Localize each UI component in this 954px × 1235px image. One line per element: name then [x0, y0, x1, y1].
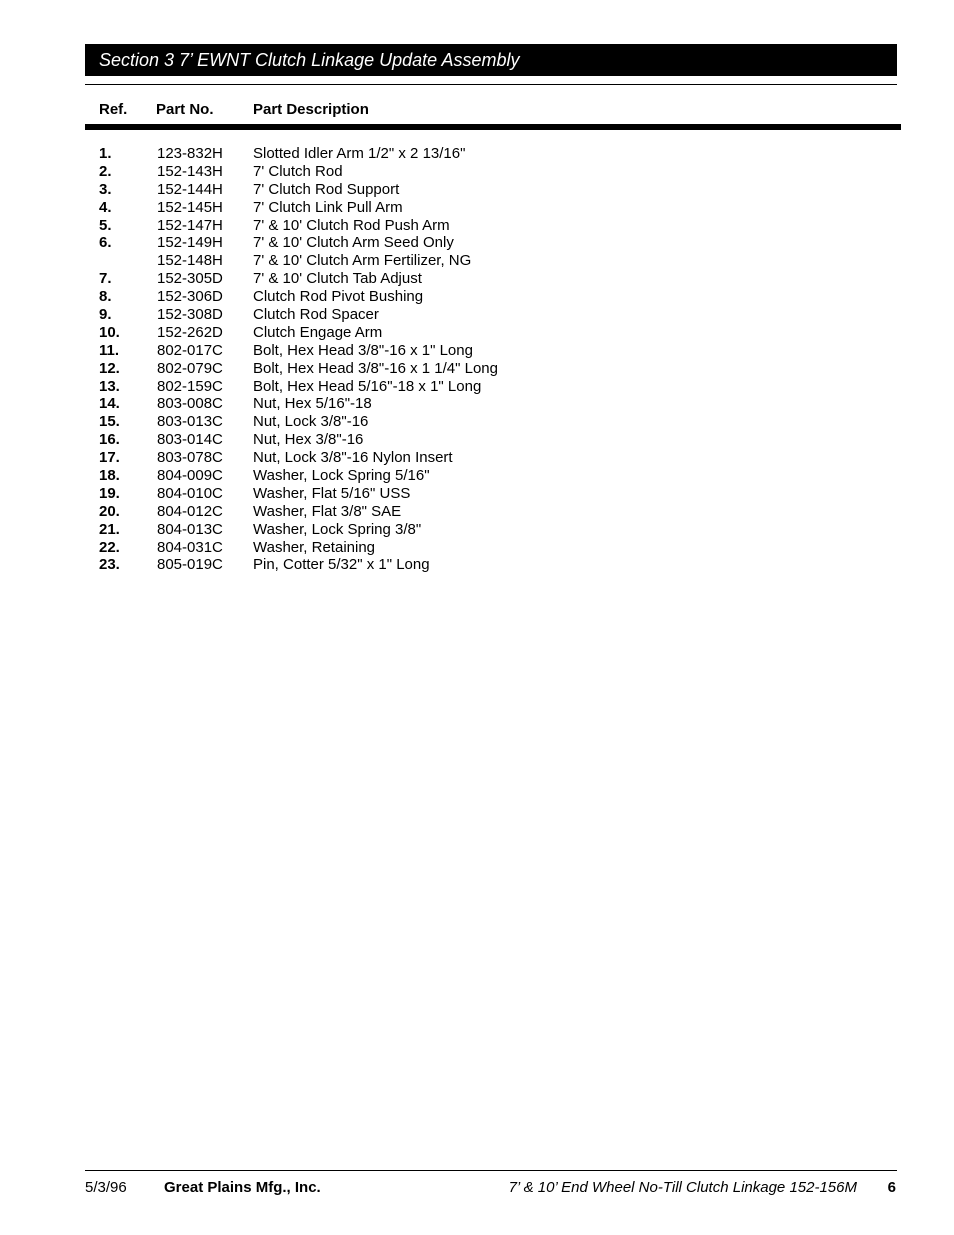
part-number: 804-013C: [157, 520, 223, 538]
part-description: 7' & 10' Clutch Rod Push Arm: [253, 216, 450, 234]
part-ref: 3.: [99, 180, 112, 198]
footer-divider: [85, 1170, 897, 1171]
part-number: 804-010C: [157, 484, 223, 502]
table-row: [0, 234, 954, 252]
part-ref: 9.: [99, 306, 112, 324]
table-row: [0, 449, 954, 467]
part-description: Bolt, Hex Head 3/8"-16 x 1 1/4" Long: [253, 359, 498, 377]
part-number: 803-078C: [157, 449, 223, 467]
part-ref: 12.: [99, 359, 120, 377]
footer-date: 5/3/96: [85, 1179, 127, 1196]
footer-document-title: 7’ & 10’ End Wheel No-Till Clutch Linkage 152-156M: [508, 1179, 857, 1196]
part-description: Washer, Flat 3/8" SAE: [253, 502, 402, 520]
table-header-rule: [85, 124, 901, 130]
part-ref: 22.: [99, 538, 120, 556]
table-row: [0, 252, 954, 270]
part-ref: 8.: [99, 288, 112, 306]
table-row: [0, 539, 954, 557]
part-number: 804-009C: [157, 467, 223, 485]
part-description: Bolt, Hex Head 5/16"-18 x 1" Long: [253, 377, 482, 395]
part-description: Nut, Hex 5/16"-18: [253, 395, 372, 413]
part-number: 804-012C: [157, 502, 223, 520]
table-row: [0, 503, 954, 521]
table-row: [0, 556, 954, 574]
part-ref: 6.: [99, 234, 112, 252]
part-description: Nut, Lock 3/8"-16: [253, 413, 369, 431]
part-number: 152-305D: [157, 270, 223, 288]
part-number: 805-019C: [157, 556, 223, 574]
table-row: [0, 306, 954, 324]
part-ref: 18.: [99, 467, 120, 485]
part-description: 7' & 10' Clutch Arm Seed Only: [253, 234, 454, 252]
part-number: 152-144H: [157, 180, 223, 198]
part-ref: 20.: [99, 502, 120, 520]
part-ref: 11.: [99, 341, 120, 359]
part-number: 123-832H: [157, 145, 223, 162]
part-description: 7' Clutch Link Pull Arm: [253, 198, 403, 216]
part-description: Washer, Retaining: [253, 538, 376, 556]
table-row: [0, 324, 954, 342]
part-ref: 19.: [99, 484, 120, 502]
table-row: [0, 431, 954, 449]
part-ref: 10.: [99, 323, 120, 341]
part-description: Washer, Lock Spring 5/16": [253, 467, 430, 485]
part-ref: 7.: [99, 270, 112, 288]
part-description: Pin, Cotter 5/32" x 1" Long: [253, 556, 430, 574]
part-ref: 14.: [99, 395, 120, 413]
header-divider: [85, 84, 897, 85]
part-number: 803-008C: [157, 395, 223, 413]
part-ref: 15.: [99, 413, 120, 431]
part-ref: 5.: [99, 216, 112, 234]
part-number: 152-262D: [157, 323, 223, 341]
table-row: [0, 378, 954, 396]
table-row: [0, 270, 954, 288]
part-ref: 23.: [99, 556, 120, 574]
part-description: Nut, Hex 3/8"-16: [253, 431, 364, 449]
table-row: [0, 163, 954, 181]
part-number: 802-159C: [157, 377, 223, 395]
table-row: [0, 485, 954, 503]
part-ref: 1.: [99, 145, 112, 162]
part-description: 7' Clutch Rod Support: [253, 180, 400, 198]
table-row: [0, 521, 954, 539]
part-number: 803-014C: [157, 431, 223, 449]
part-description: 7' Clutch Rod: [253, 162, 343, 180]
column-header-part-no: Part No.: [156, 101, 214, 118]
table-row: [0, 413, 954, 431]
part-description: Clutch Rod Pivot Bushing: [253, 288, 424, 306]
part-number: 152-143H: [157, 162, 223, 180]
table-row: [0, 288, 954, 306]
column-header-description: Part Description: [253, 101, 369, 118]
part-ref: 17.: [99, 449, 120, 467]
part-ref: 2.: [99, 162, 112, 180]
part-number: 152-145H: [157, 198, 223, 216]
part-number: 152-306D: [157, 288, 223, 306]
part-ref: 13.: [99, 377, 120, 395]
table-row: [0, 342, 954, 360]
table-row: [0, 199, 954, 217]
part-description: Washer, Lock Spring 3/8": [253, 520, 422, 538]
section-title: Section 3 7’ EWNT Clutch Linkage Update Assembly: [85, 44, 897, 76]
part-ref: 21.: [99, 520, 120, 538]
part-number: 802-079C: [157, 359, 223, 377]
table-row: [0, 181, 954, 199]
part-number: 152-308D: [157, 306, 223, 324]
part-number: 802-017C: [157, 341, 223, 359]
part-number: 152-148H: [157, 252, 223, 270]
part-ref: 4.: [99, 198, 112, 216]
table-row: [0, 395, 954, 413]
table-row: [0, 360, 954, 378]
part-description: Slotted Idler Arm 1/2" x 2 13/16": [253, 145, 466, 162]
part-description: Nut, Lock 3/8"-16 Nylon Insert: [253, 449, 453, 467]
part-description: Bolt, Hex Head 3/8"-16 x 1" Long: [253, 341, 473, 359]
table-row: [0, 467, 954, 485]
part-description: Clutch Rod Spacer: [253, 306, 379, 324]
part-number: 803-013C: [157, 413, 223, 431]
part-description: 7' & 10' Clutch Arm Fertilizer, NG: [253, 252, 472, 270]
part-description: Washer, Flat 5/16" USS: [253, 484, 411, 502]
footer-page-number: 6: [887, 1179, 896, 1196]
table-row: [0, 217, 954, 235]
part-description: 7' & 10' Clutch Tab Adjust: [253, 270, 422, 288]
part-number: 804-031C: [157, 538, 223, 556]
part-number: 152-147H: [157, 216, 223, 234]
part-ref: 16.: [99, 431, 120, 449]
part-description: Clutch Engage Arm: [253, 323, 383, 341]
footer-company: Great Plains Mfg., Inc.: [164, 1179, 321, 1196]
parts-list: [0, 145, 954, 574]
column-header-ref: Ref.: [99, 101, 128, 118]
table-row: [0, 145, 954, 163]
part-number: 152-149H: [157, 234, 223, 252]
